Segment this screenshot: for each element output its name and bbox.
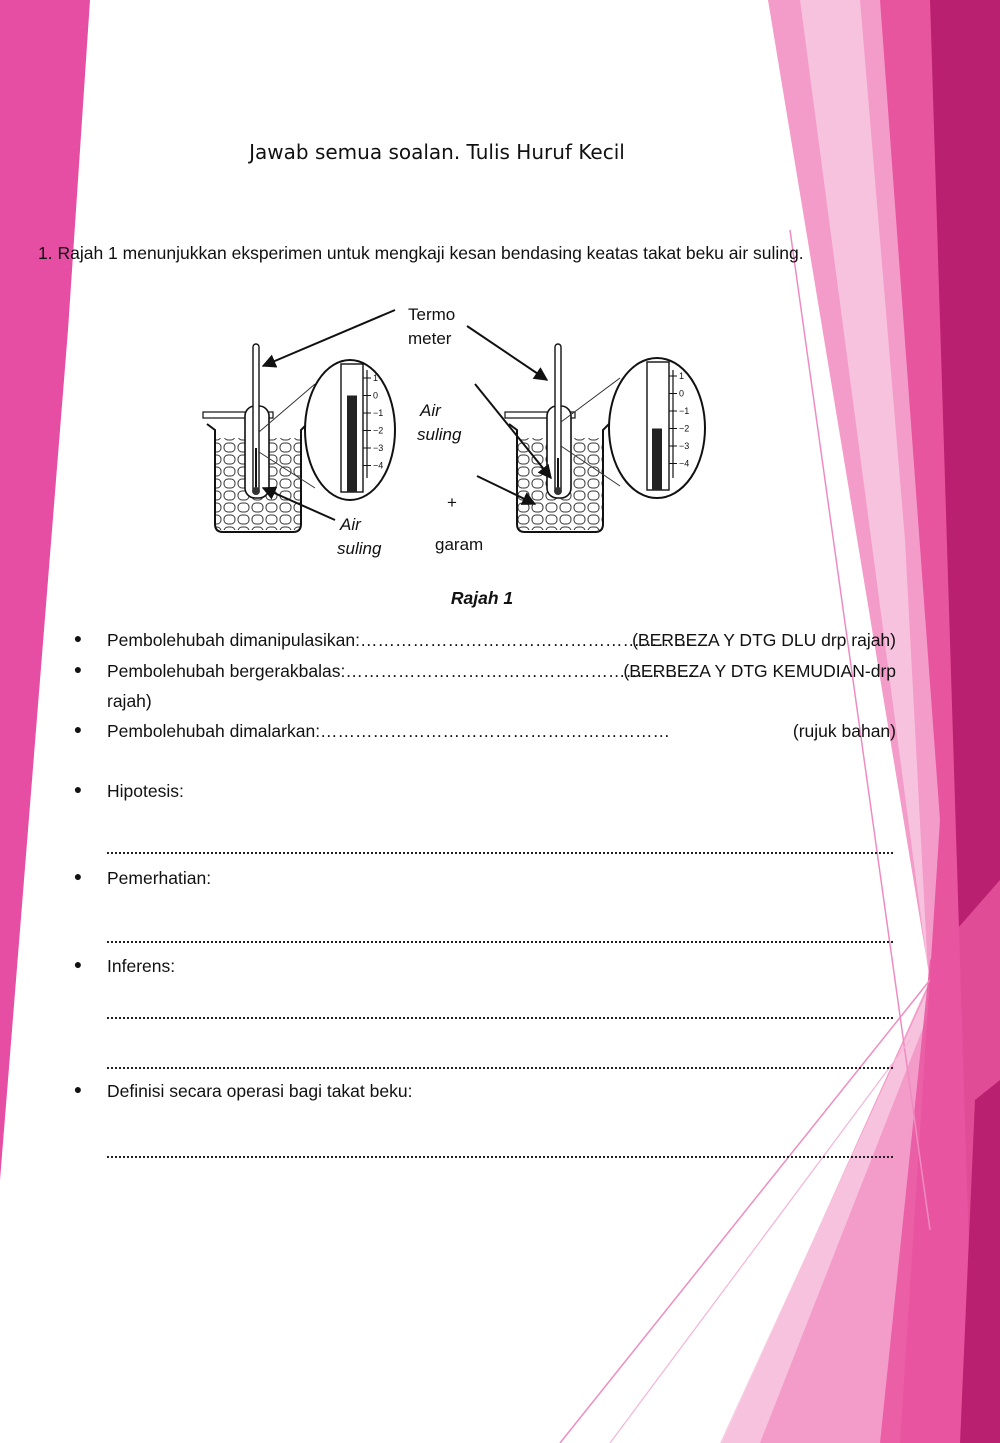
scale-tick-label: −1 (373, 408, 384, 418)
fixed-hint: (rujuk bahan) (792, 721, 896, 741)
left-thermometer-mercury (255, 448, 257, 492)
label-plus: + (447, 493, 457, 512)
arrow-to-right-thermometer (467, 326, 547, 380)
manipulated-hint: (BERBEZA Y DTG DLU drp rajah) (632, 630, 896, 650)
fixed-label: Pembolehubah dimalarkan:…………………………………………………… (107, 721, 671, 741)
hypothesis-label: Hipotesis: (107, 781, 184, 801)
arrow-to-right-tube (475, 384, 551, 478)
scale-tick-label: −3 (679, 441, 690, 451)
label-thermometer-line2: meter (408, 329, 452, 348)
label-garam: garam (435, 535, 484, 554)
scale-tick-label: 0 (679, 388, 685, 399)
inference-answer-line-2[interactable] (107, 1065, 893, 1069)
label-air-suling-line2: suling (417, 425, 462, 444)
scale-tick-label: −4 (373, 460, 384, 471)
scale-tick-label: −4 (679, 458, 690, 469)
left-thermometer-bulb (252, 487, 260, 495)
page-title: Jawab semua soalan. Tulis Huruf Kecil (249, 140, 625, 164)
arrow-to-left-thermometer (263, 310, 395, 366)
scale-tick-label: −2 (373, 425, 384, 436)
inference-answer-line-1[interactable] (107, 1015, 893, 1019)
responding-label: Pembolehubah bergerakbalas:…………………………………………………… (107, 661, 696, 681)
manipulated-label: Pembolehubah dimanipulasikan:………………………………………………… (107, 630, 693, 650)
label-bottom-air-line1: Air (340, 515, 361, 534)
scale-tick-label: 1 (373, 373, 379, 383)
bullet-icon: ● (73, 661, 83, 677)
responding-hint-cont: rajah) (107, 691, 152, 711)
inference-label: Inferens: (107, 956, 176, 976)
definition-answer-line[interactable] (107, 1154, 893, 1158)
bullet-icon: ● (73, 956, 83, 972)
label-bottom-air-line2: suling (337, 539, 382, 558)
experiment-diagram (195, 298, 715, 568)
scale-tick-label: −1 (679, 406, 690, 416)
question-text: 1. Rajah 1 menunjukkan eksperimen untuk mengkaji kesan bendasing keatas takat beku air suling. (38, 243, 804, 263)
observation-label: Pemerhatian: (107, 868, 212, 888)
right-thermometer-mercury (557, 458, 559, 492)
scale-tick-label: −3 (373, 443, 384, 453)
left-zoom-mercury (347, 396, 357, 493)
right-zoom-mercury (652, 429, 662, 491)
figure-caption: Rajah 1 (450, 588, 514, 608)
hypothesis-answer-line[interactable] (107, 850, 893, 854)
label-thermometer-line1: Termo (408, 305, 456, 324)
label-air-suling-line1: Air (420, 401, 441, 420)
observation-answer-line[interactable] (107, 939, 893, 943)
bullet-icon: ● (73, 630, 83, 646)
scale-tick-label: 1 (679, 371, 685, 381)
bullet-icon: ● (73, 868, 83, 884)
bullet-icon: ● (73, 781, 83, 797)
definition-label: Definisi secara operasi bagi takat beku: (107, 1081, 413, 1101)
bullet-icon: ● (73, 1081, 83, 1097)
bullet-icon: ● (73, 721, 83, 737)
responding-hint: (BERBEZA Y DTG KEMUDIAN-drp (623, 661, 896, 681)
scale-tick-label: −2 (679, 423, 690, 434)
right-thermometer-bulb (554, 487, 562, 495)
scale-tick-label: 0 (373, 390, 379, 401)
